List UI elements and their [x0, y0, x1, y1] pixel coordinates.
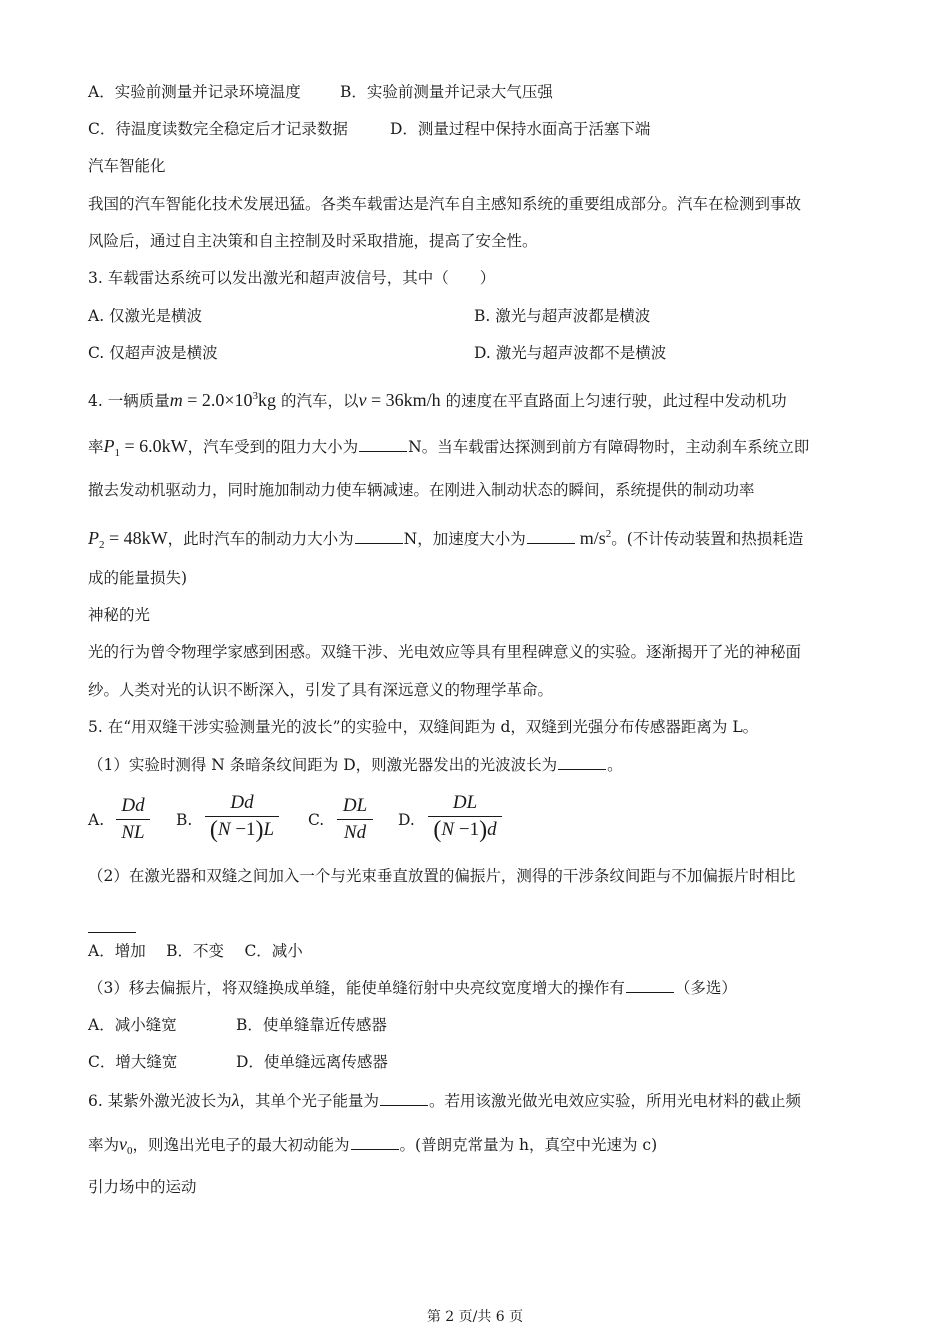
q4-text: N，加速度大小为 [403, 530, 526, 548]
q3-option-a: A. 仅激光是横波 [88, 307, 203, 325]
section-title-gravity: 引力场中的运动 [88, 1178, 197, 1196]
q5-stem: 5. 在“用双缝干涉实验测量光的波长”的实验中，双缝间距为 d，双缝到光强分布传感器距离为 L。 [88, 718, 759, 736]
q6-text: 6. 某紫外激光波长为 [88, 1092, 232, 1110]
fraction-bar [337, 819, 373, 820]
q6-text: 。若用该激光做光电效应实验，所用光电材料的截止频 [429, 1092, 802, 1110]
q5-option-d-fraction [428, 791, 502, 842]
math-power-value: = 6.0kW [120, 436, 188, 456]
section-intro-car-line1: 我国的汽车智能化技术发展迅猛。各类车载雷达是汽车自主感知系统的重要组成部分。汽车在检测到事故 [88, 195, 802, 213]
q4-line4 [88, 524, 803, 555]
answer-blank [558, 755, 606, 770]
answer-blank [527, 529, 575, 544]
section-title-car: 汽车智能化 [88, 157, 166, 175]
q5-text: （1）实验时测得 N 条暗条纹间距为 D，则激光器发出的光波波长为 [88, 756, 558, 774]
fraction-numerator: DL [452, 792, 478, 813]
q4-line1 [88, 386, 787, 411]
math-velocity-value: = 36 [366, 390, 404, 410]
math-subscript: 0 [127, 1145, 133, 1157]
q6-text: 。(普朗克常量为 h，真空中光速为 c) [399, 1136, 658, 1154]
math-mass-value: = 2.0×10 [182, 390, 253, 410]
answer-blank [380, 1091, 428, 1106]
q6-text: ，则逸出光电子的最大初动能为 [132, 1136, 350, 1154]
math-nu: ν [119, 1134, 128, 1154]
fraction-denominator: NL [121, 822, 145, 843]
q4-text: ，汽车受到的阻力大小为 [187, 438, 359, 456]
q5-option-b-fraction [205, 791, 279, 842]
fraction-numerator: Dd [121, 795, 145, 816]
page-footer: 第 2 页/共 6 页 [426, 1309, 524, 1325]
math-velocity-symbol: v [358, 390, 367, 410]
q6-text: ，其单个光子能量为 [239, 1092, 380, 1110]
math-subscript: 2 [99, 539, 105, 551]
q5-text: 。 [607, 756, 623, 774]
q3-option-b: B. 激光与超声波都是横波 [474, 307, 651, 325]
fraction-denominator: (N −1)d [433, 817, 497, 843]
fraction-denominator: (N −1)L [209, 817, 275, 843]
answer-blank [351, 1135, 399, 1150]
q4-line3: 撤去发动机驱动力，同时施加制动力使车辆减速。在刚进入制动状态的瞬间，系统提供的制动功率 [88, 481, 755, 499]
section-intro-car-line2: 风险后，通过自主决策和自主控制及时采取措施，提高了安全性。 [88, 232, 538, 250]
q4-text: 率 [88, 438, 104, 456]
math-variable: N [217, 819, 231, 840]
q5-part3-option-b: B．使单缝靠近传感器 [236, 1016, 387, 1034]
q6-text: 率为 [88, 1136, 120, 1154]
answer-blank [355, 529, 403, 544]
fraction-bar [116, 819, 150, 820]
q5-part3-option-d: D．使单缝远离传感器 [236, 1053, 388, 1071]
math-exponent: 3 [252, 390, 259, 402]
math-unit: km/h [403, 390, 441, 410]
q2-option-b: B．实验前测量并记录大气压强 [340, 83, 553, 101]
math-power-symbol: P [88, 528, 99, 548]
q5-part3 [88, 978, 737, 998]
answer-blank [626, 978, 674, 993]
q2-option-c: C．待温度读数完全稳定后才记录数据 [88, 120, 348, 138]
q4-text: ，此时汽车的制动力大小为 [167, 530, 354, 548]
section-title-light: 神秘的光 [88, 606, 151, 624]
q4-text: 4. 一辆质量 [88, 392, 170, 410]
q5-text: （3）移去偏振片，将双缝换成单缝，能使单缝衍射中央亮纹宽度增大的操作有 [88, 979, 625, 997]
math-variable: L [263, 819, 275, 840]
q5-option-b-label: B. [176, 811, 193, 829]
q3-stem: 3. 车载雷达系统可以发出激光和超声波信号，其中（ ） [88, 269, 496, 287]
q6-line2 [88, 1134, 657, 1161]
math-operator: −1 [230, 819, 256, 840]
q5-option-d-label: D. [398, 811, 415, 829]
q5-option-a-label: A. [88, 811, 105, 829]
math-subscript: 1 [114, 447, 121, 459]
section-intro-light-line1: 光的行为曾令物理学家感到困惑。双缝干涉、光电效应等具有里程碑意义的实验。逐渐揭开了光的神秘面 [88, 643, 802, 661]
q5-part1 [88, 755, 623, 775]
fraction-numerator: DL [342, 795, 368, 816]
q6-line1 [88, 1090, 801, 1111]
math-power-symbol: P [103, 436, 115, 456]
q4-text: 。(不计传动装置和热损耗造 [611, 530, 804, 548]
fraction-numerator: Dd [230, 792, 254, 813]
q5-option-c-label: C. [308, 811, 325, 829]
math-unit: kg [258, 390, 277, 410]
q4-text: 的汽车，以 [276, 392, 359, 410]
math-power-value: = 48kW [104, 528, 168, 548]
q5-option-c-fraction [337, 794, 373, 845]
answer-blank [359, 437, 407, 452]
q5-part2: （2）在激光器和双缝之间加入一个与光束垂直放置的偏振片，测得的干涉条纹间距与不加偏振片时相比 [88, 867, 796, 885]
q3-option-c: C. 仅超声波是横波 [88, 344, 218, 362]
q5-text: （多选） [674, 979, 737, 997]
q5-part3-option-c: C．增大缝宽 [88, 1053, 178, 1071]
math-operator: −1 [454, 819, 480, 840]
answer-blank [88, 918, 136, 938]
math-unit: m/s [579, 528, 606, 548]
math-exponent: 2 [605, 528, 612, 540]
fraction-denominator: Nd [343, 822, 367, 843]
q4-line2 [88, 436, 809, 463]
q4-text: N。当车载雷达探测到前方有障碍物时，主动刹车系统立即 [408, 438, 810, 456]
q2-option-d: D．测量过程中保持水面高于活塞下端 [390, 120, 651, 138]
math-lambda: λ [231, 1090, 240, 1110]
q4-line5: 成的能量损失) [88, 569, 188, 587]
q3-option-d: D. 激光与超声波都不是横波 [474, 344, 667, 362]
q5-part3-option-a: A．减小缝宽 [88, 1016, 177, 1034]
section-intro-light-line2: 纱。人类对光的认识不断深入，引发了具有深远意义的物理学革命。 [88, 681, 554, 699]
math-variable: N [441, 819, 455, 840]
q4-text: 的速度在平直路面上匀速行驶，此过程中发动机功 [440, 392, 787, 410]
math-mass-symbol: m [169, 390, 183, 410]
math-variable: d [487, 819, 497, 840]
q5-option-a-fraction [116, 794, 150, 845]
q2-option-a: A．实验前测量并记录环境温度 [88, 83, 301, 101]
q5-part2-options: A．增加 B．不变 C．减小 [88, 942, 303, 960]
